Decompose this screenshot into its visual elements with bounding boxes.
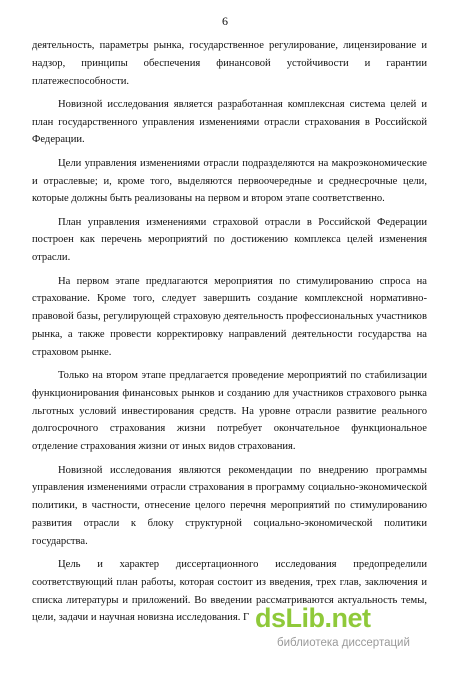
paragraph-second-stage: Только на втором этапе предлагается проведение мероприятий по стабилизации функционирования финансовых рынков и созданию для участников страхового рынка льготных условий инвестирования средств. На уровне отрасли развитие реального долгосрочного страхования жизни потребует окончательное функциональное отделение страхования жизни от иных видов страхования. bbox=[32, 370, 427, 453]
paragraph-continuation: деятельность, параметры рынка, государственное регулирование, лицензирование и надзор, принципы обеспечения финансовой устойчивости и гарантии платежеспособности. bbox=[32, 40, 427, 87]
watermark bbox=[255, 603, 430, 653]
paragraph-novelty-recommendations: Новизной исследования являются рекомендации по внедрению программы управления изменениями отрасли страхования в программу социально-экономической политики, в частности, отнесение целого перечня мероприятий по стимулированию развития отрасли к блоку структурной социально-экономической политики государства. bbox=[32, 464, 427, 547]
watermark-subtitle: библиотека диссертаций bbox=[277, 637, 410, 649]
paragraph-plan: План управления изменениями страховой отрасли в Российской Федерации построен как перечень мероприятий по достижению комплекса целей изменения отрасли. bbox=[32, 216, 427, 264]
document-body bbox=[32, 37, 427, 633]
watermark-logo: dsLib.net bbox=[255, 603, 371, 633]
paragraph-goals: Цели управления изменениями отрасли подразделяются на макроэкономические и отраслевые; и, кроме того, выделяются первоочередные и среднесрочные цели, которые должны быть реализованы на первом и втором этапе соответственно. bbox=[32, 157, 427, 205]
paragraph-novelty-system: Новизной исследования является разработанная комплексная система целей и план государственного управления изменениями отрасли страхования в Российской Федерации. bbox=[32, 98, 427, 146]
paragraph-structure: Цель и характер диссертационного исследования предопределили соответствующий план работы, которая состоит из введения, трех глав, заключения и списка литературы и приложений. Во введении рассматриваются актуальность темы, цели, задачи и научная новизна исследования. Г bbox=[32, 559, 427, 624]
paragraph-first-stage: На первом этапе предлагаются мероприятия по стимулированию спроса на страхование. Кроме того, следует завершить создание комплексной нормативно-правовой базы, регулирующей страховую деятельность профессиональных участников рынка, а также провести корректировку направлений деятельности государства на страховом рынке. bbox=[32, 275, 427, 358]
page-number: 6 bbox=[222, 14, 228, 28]
